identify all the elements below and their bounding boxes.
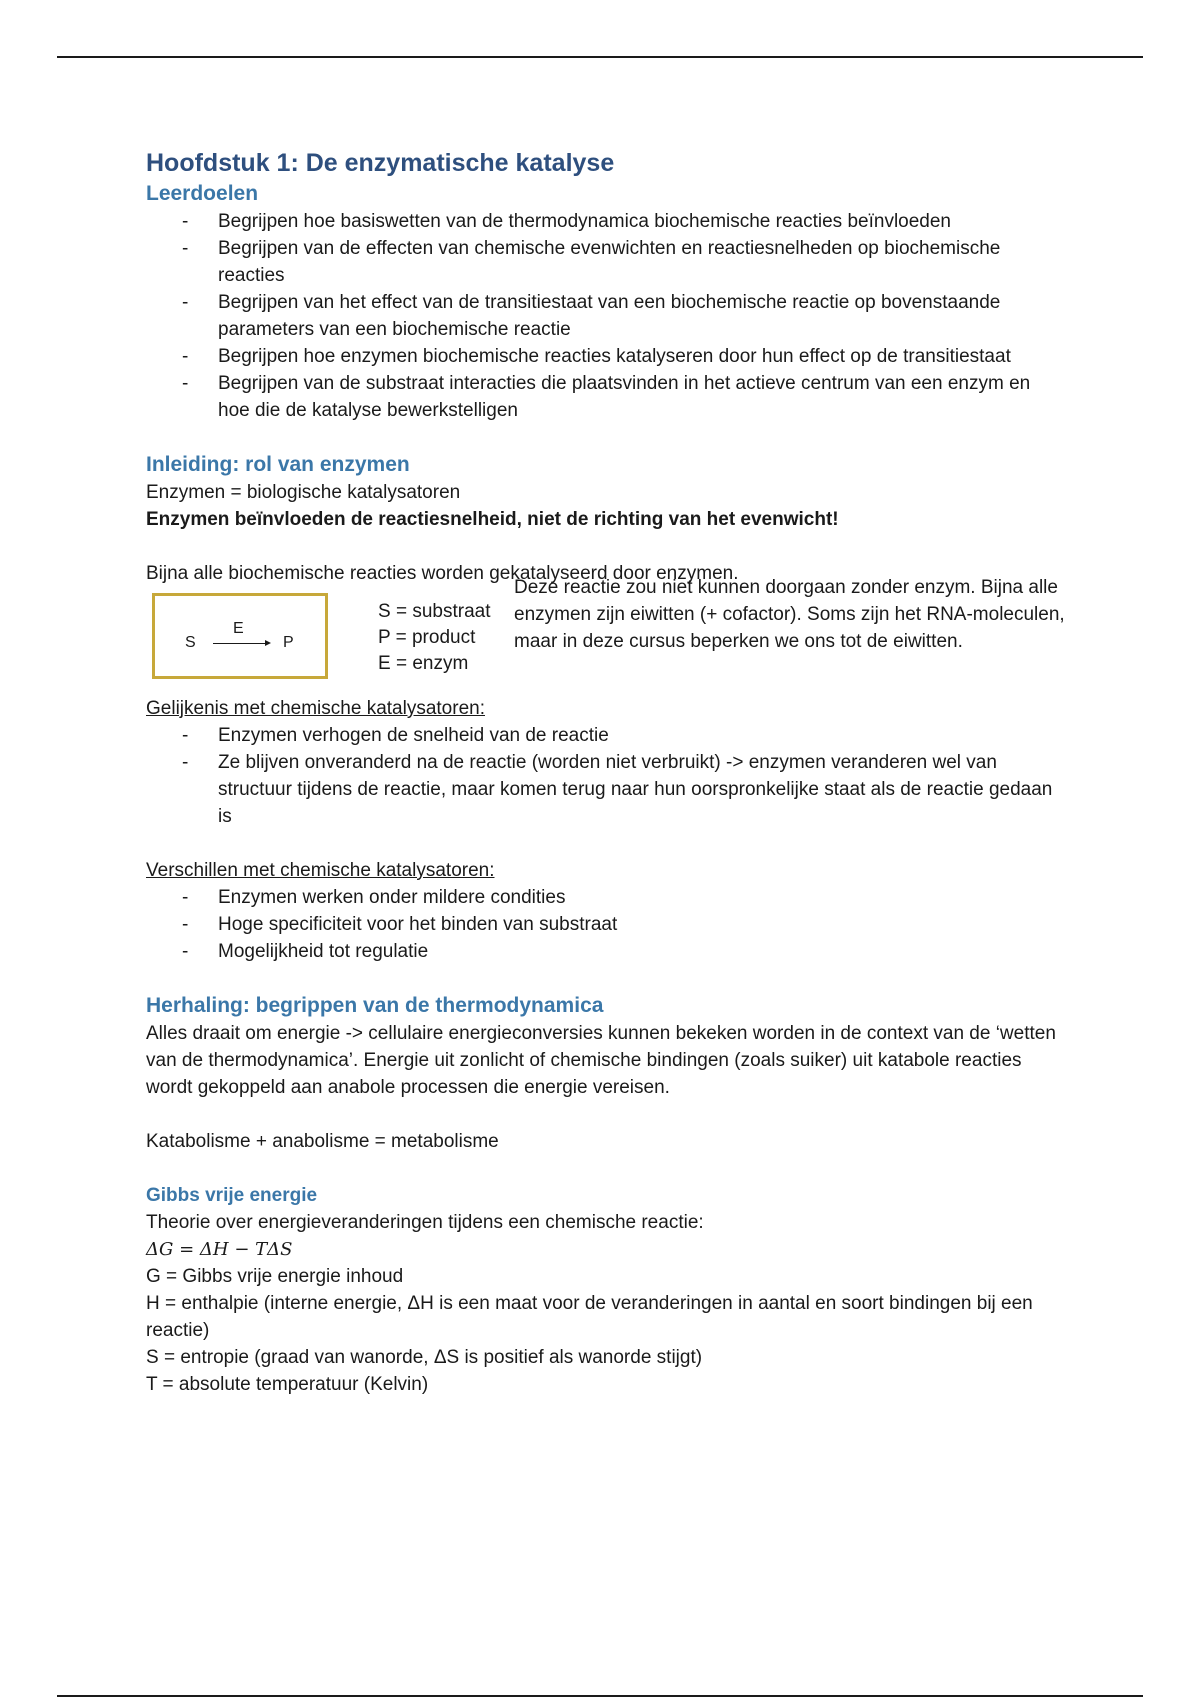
bottom-rule <box>57 1695 1143 1697</box>
gibbs-heading: Gibbs vrije energie <box>146 1185 318 1206</box>
gibbs-line: S = entropie (graad van wanorde, ΔS is positief als wanorde stijgt) <box>146 1347 703 1368</box>
gibbs-line: T = absolute temperatuur (Kelvin) <box>146 1374 429 1395</box>
list-item: - Begrijpen van de substraat interacties die plaatsvinden in het actieve centrum van een enzym en hoe die de katalyse bewerkstelligen <box>218 370 1066 424</box>
document-body <box>146 146 1066 1398</box>
substrate-symbol: S <box>185 634 196 651</box>
list-item: - Enzymen verhogen de snelheid van de reactie <box>218 722 1066 749</box>
herhaling-paragraph: Alles draait om energie -> cellulaire energieconversies kunnen bekeken worden in de context van de ‘wetten van de thermodynamica’. Energie uit zonlicht of chemische bindingen (zoals suiker) uit katabole reacties wordt gekoppeld aan anabole processen die energie vereisen. <box>146 1023 1056 1098</box>
gelijkenis-list <box>146 722 1066 830</box>
list-item: - Begrijpen hoe enzymen biochemische reacties katalyseren door hun effect op de transitiestaat <box>218 343 1066 370</box>
list-item: - Ze blijven onveranderd na de reactie (worden niet verbruikt) -> enzymen veranderen wel van structuur tijdens de reactie, maar komen terug naar hun oorspronkelijke staat als de reactie gedaan is <box>218 749 1066 830</box>
spacer <box>146 965 1066 992</box>
legend-item: E = enzym <box>378 653 469 674</box>
enzyme-definition: Enzymen = biologische katalysatoren <box>146 482 461 503</box>
spacer <box>146 830 1066 857</box>
gelijkenis-heading: Gelijkenis met chemische katalysatoren: <box>146 698 485 719</box>
reaction-arrow-icon <box>213 643 269 644</box>
top-rule <box>57 56 1143 58</box>
spacer <box>146 1155 1066 1182</box>
chapter-title: Hoofdstuk 1: De enzymatische katalyse <box>146 149 615 177</box>
legend-item: S = substraat <box>378 601 491 622</box>
list-item: - Begrijpen hoe basiswetten van de thermodynamica biochemische reacties beïnvloeden <box>218 208 1066 235</box>
reaction-explanation: Deze reactie zou niet kunnen doorgaan zonder enzym. Bijna alle enzymen zijn eiwitten (+ cofactor). Soms zijn het RNA-moleculen, maar in deze cursus beperken we ons tot de eiwitten. <box>514 577 1065 652</box>
list-item: - Mogelijkheid tot regulatie <box>218 938 1066 965</box>
reaction-legend <box>378 599 490 677</box>
gibbs-formula: ΔG = ΔH − TΔS <box>146 1239 293 1260</box>
spacer <box>146 533 1066 560</box>
key-statement: Enzymen beïnvloeden de reactiesnelheid, niet de richting van het evenwicht! <box>146 509 839 530</box>
reaction-diagram-box <box>152 593 328 679</box>
leerdoelen-list <box>146 208 1066 424</box>
inleiding-intro: Bijna alle biochemische reacties worden gekatalyseerd door enzymen. <box>146 563 739 584</box>
list-item: - Begrijpen van de effecten van chemische evenwichten en reactiesnelheden op biochemische reacties <box>218 235 1066 289</box>
verschillen-heading: Verschillen met chemische katalysatoren: <box>146 860 495 881</box>
herhaling-heading: Herhaling: begrippen van de thermodynamica <box>146 994 604 1017</box>
enzyme-symbol: E <box>233 620 244 637</box>
list-item: - Enzymen werken onder mildere condities <box>218 884 1066 911</box>
gibbs-line: H = enthalpie (interne energie, ΔH is een maat voor de veranderingen in aantal en soort bindingen bij een reactie) <box>146 1293 1033 1341</box>
verschillen-list <box>146 884 1066 965</box>
gibbs-line: G = Gibbs vrije energie inhoud <box>146 1266 404 1287</box>
list-item: - Begrijpen van het effect van de transitiestaat van een biochemische reactie op bovenstaande parameters van een biochemische reactie <box>218 289 1066 343</box>
legend-item: P = product <box>378 627 476 648</box>
metabolism-equation: Katabolisme + anabolisme = metabolisme <box>146 1131 499 1152</box>
leerdoelen-heading: Leerdoelen <box>146 182 259 205</box>
gibbs-intro: Theorie over energieveranderingen tijdens een chemische reactie: <box>146 1212 704 1233</box>
list-item: - Hoge specificiteit voor het binden van substraat <box>218 911 1066 938</box>
spacer <box>146 1101 1066 1128</box>
spacer <box>146 424 1066 451</box>
inleiding-heading: Inleiding: rol van enzymen <box>146 453 410 476</box>
product-symbol: P <box>283 634 294 651</box>
reaction-figure <box>146 577 1066 695</box>
